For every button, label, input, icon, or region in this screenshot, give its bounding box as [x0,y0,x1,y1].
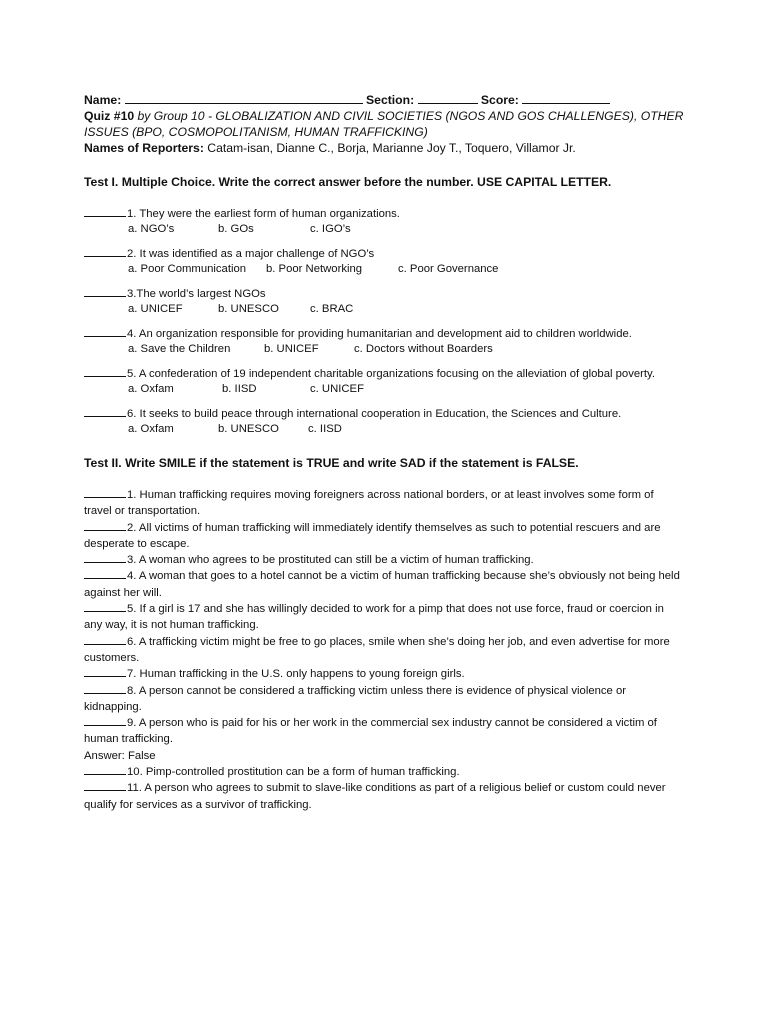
tf-line [84,666,708,682]
mc-choice: c. BRAC [310,303,354,315]
mc-question [84,326,708,357]
name-label: Name: [84,93,122,107]
mc-choice: b. GOs [218,223,254,235]
tf-statement-text: 9. A person who is paid for his or her work in the commercial sex industry cannot be considered a victim of [127,717,657,730]
name-blank[interactable] [125,92,363,104]
tf-line [84,699,708,715]
mc-choices [84,222,708,237]
answer-blank[interactable] [84,246,126,257]
tf-statement-text: against her will. [84,586,162,599]
tf-line [84,764,708,780]
tf-line [84,683,708,699]
mc-question [84,286,708,317]
reporters-label: Names of Reporters: [84,141,204,155]
quiz-description: by Group 10 - GLOBALIZATION AND CIVIL SOCIETIES (NGOS AND GOS CHALLENGES), OTHER ISSUES (BPO, COSMOPOLITANISM, HUMAN TRAFFICKING) [84,109,684,139]
tf-line [84,568,708,584]
mc-choice: c. IGO’s [310,223,351,235]
answer-blank[interactable] [84,780,126,791]
tf-statement-text: 4. A woman that goes to a hotel cannot be a victim of human trafficking because she’s obviously not being held [127,570,680,583]
mc-choice: a. Oxfam [128,423,174,435]
tf-statement-text: 8. A person cannot be considered a trafficking victim unless there is evidence of physical violence or [127,684,627,697]
quiz-title [84,108,708,140]
tf-statement-text: Answer: False [84,749,156,762]
mc-choice: b. UNICEF [264,343,319,355]
answer-blank[interactable] [84,286,126,297]
test2-title: Test II. Write SMILE if the statement is TRUE and write SAD if the statement is FALSE. [84,456,579,470]
mc-question [84,246,708,277]
answer-blank[interactable] [84,568,126,579]
tf-statement-text: 3. A woman who agrees to be prostituted can still be a victim of human trafficking. [127,554,534,567]
tf-statement-text: 10. Pimp-controlled prostitution can be a form of human trafficking. [127,766,460,779]
test2-statements [84,487,708,813]
mc-choice: b. Poor Networking [266,263,363,275]
mc-question-text: 4. An organization responsible for providing humanitarian and development aid to children worldwide. [127,328,632,340]
name-section-score-line [84,92,708,108]
answer-blank[interactable] [84,487,126,498]
mc-question-line [84,366,708,382]
test1-questions [84,206,708,437]
mc-question-text: 3.The world’s largest NGOs [127,288,266,300]
mc-question-text: 1. They were the earliest form of human organizations. [127,208,400,220]
tf-line [84,634,708,650]
answer-blank[interactable] [84,715,126,726]
mc-question-line [84,326,708,342]
answer-blank[interactable] [84,666,126,677]
mc-question [84,366,708,397]
mc-choice: c. Poor Governance [398,263,499,275]
answer-blank[interactable] [84,206,126,217]
tf-line [84,520,708,536]
section-label: Section: [366,93,415,107]
mc-choices [84,262,708,277]
answer-blank[interactable] [84,366,126,377]
tf-statement-text: travel or transportation. [84,505,201,518]
mc-choice: a. UNICEF [128,303,183,315]
answer-blank[interactable] [84,326,126,337]
mc-question-text: 2. It was identified as a major challenge of NGO’s [127,248,375,260]
answer-blank[interactable] [84,520,126,531]
mc-choices [84,422,708,437]
tf-statement-text: 1. Human trafficking requires moving foreigners across national borders, or at least involves some form of [127,489,654,501]
answer-blank[interactable] [84,683,126,694]
mc-question-line [84,406,708,422]
quiz-number: Quiz #10 [84,109,135,123]
tf-line [84,487,708,503]
tf-statement-text: 11. A person who agrees to submit to slave-like conditions as part of a religious belief or custom could never [127,782,666,795]
tf-statement-text: 2. All victims of human trafficking will immediately identify themselves as such to potential rescuers and are [127,521,661,534]
tf-statement-text: 5. If a girl is 17 and she has willingly decided to work for a pimp that does not use force, fraud or coercion in [127,603,664,616]
tf-line [84,780,708,796]
score-label: Score: [480,93,519,107]
tf-line [84,797,708,813]
mc-choices [84,342,708,357]
tf-line [84,536,708,552]
tf-statement-text: human trafficking. [84,733,173,746]
answer-blank[interactable] [84,634,126,645]
answer-blank[interactable] [84,764,126,775]
tf-line [84,585,708,601]
mc-choice: a. Poor Communication [128,263,247,275]
mc-question-text: 6. It seeks to build peace through international cooperation in Education, the Sciences and Culture. [127,408,622,420]
mc-question-line [84,286,708,302]
mc-question [84,206,708,237]
tf-line [84,731,708,747]
section-blank[interactable] [418,92,478,104]
mc-choices [84,382,708,397]
mc-question-line [84,206,708,222]
tf-line [84,601,708,617]
mc-choice: b. IISD [222,383,257,395]
tf-line [84,650,708,666]
mc-choice: a. NGO’s [128,223,175,235]
tf-line [84,748,708,764]
mc-choice: c. IISD [308,423,342,435]
tf-statement-text: kidnapping. [84,700,142,713]
mc-choice: a. Save the Children [128,343,231,355]
reporters-line [84,140,708,156]
mc-choice: c. Doctors without Boarders [354,343,493,355]
mc-choice: c. UNICEF [310,383,364,395]
test1-title: Test I. Multiple Choice. Write the correct answer before the number. USE CAPITAL LETTER. [84,175,612,189]
tf-statement-text: 6. A trafficking victim might be free to go places, smile when she’s doing her job, and even advertise for more [127,635,670,648]
answer-blank[interactable] [84,552,126,563]
mc-question [84,406,708,437]
mc-choice: b. UNESCO [218,303,279,315]
tf-statement-text: any way, it is not human trafficking. [84,619,259,632]
mc-question-line [84,246,708,262]
score-blank[interactable] [522,92,610,104]
tf-line [84,503,708,519]
reporters-names: Catam-isan, Dianne C., Borja, Marianne Joy T., Toquero, Villamor Jr. [207,141,576,155]
tf-line [84,552,708,568]
answer-blank[interactable] [84,406,126,417]
quiz-header [84,92,708,156]
tf-statement-text: customers. [84,651,140,664]
tf-statement-text: qualify for services as a survivor of trafficking. [84,798,312,811]
answer-blank[interactable] [84,601,126,612]
tf-statement-text: desperate to escape. [84,537,190,550]
mc-choices [84,302,708,317]
mc-question-text: 5. A confederation of 19 independent charitable organizations focusing on the alleviation of global poverty. [127,368,655,380]
mc-choice: b. UNESCO [218,423,279,435]
tf-statement-text: 7. Human trafficking in the U.S. only happens to young foreign girls. [127,668,465,681]
tf-line [84,715,708,731]
mc-choice: a. Oxfam [128,383,174,395]
tf-line [84,617,708,633]
